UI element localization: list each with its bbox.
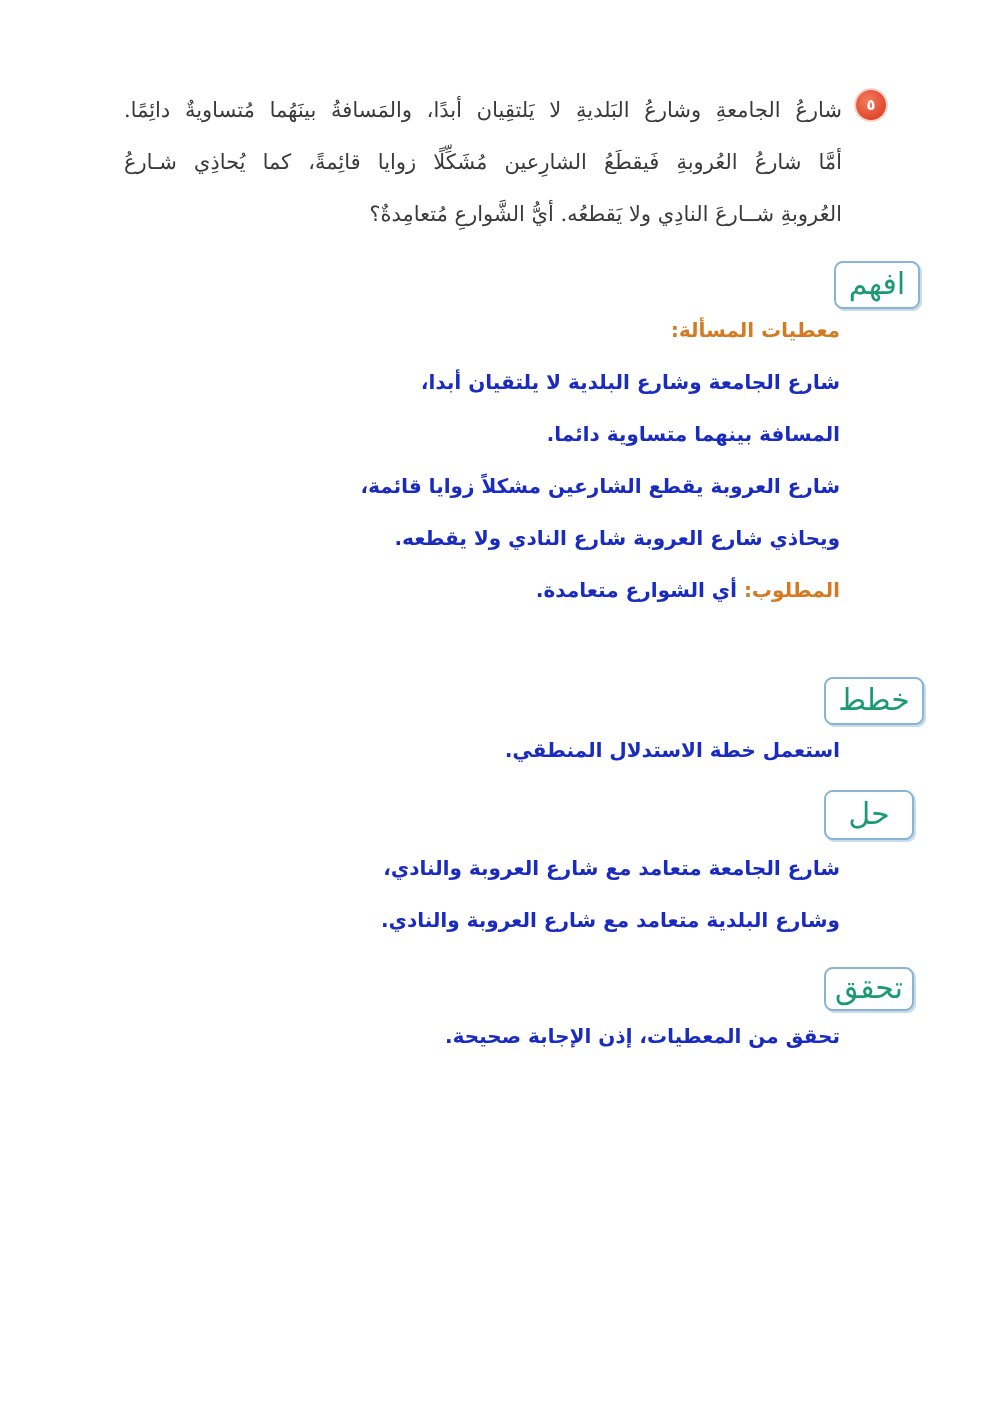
understand-label: افهم — [848, 267, 906, 302]
problem-line-1: شارعُ الجامعةِ وشارعُ البَلديةِ لا يَلتقِيان أبدًا، والمَسافةُ بينَهُما مُتساويةٌ دائِمًا. — [124, 98, 842, 122]
givens-title: معطيات المسألة: — [670, 318, 840, 342]
problem-line-2: أمَّا شارعُ العُروبةِ فَيقطَعُ الشارِعين مُشَكِّلًا زوايا قائِمةً، كما يُحاذِي شـارعُ — [124, 150, 842, 174]
problem-number-badge: ٥ — [856, 90, 886, 120]
check-label: تحقق — [835, 971, 903, 1006]
plan-text: استعمل خطة الاستدلال المنطقي. — [504, 738, 840, 762]
plan-label-box — [824, 677, 924, 725]
given-line-4: ويحاذي شارع العروبة شارع النادي ولا يقطعه. — [394, 526, 840, 550]
solve-line-2: وشارع البلدية متعامد مع شارع العروبة والنادي. — [381, 908, 840, 932]
plan-label: خطط — [838, 683, 910, 718]
required-text: أي الشوارع متعامدة. — [535, 578, 744, 602]
required-line — [536, 578, 840, 602]
given-line-2: المسافة بينهما متساوية دائما. — [546, 422, 840, 446]
solve-label-box — [824, 790, 914, 840]
given-line-3: شارع العروبة يقطع الشارعين مشكلاً زوايا قائمة، — [360, 474, 840, 498]
check-text: تحقق من المعطيات، إذن الإجابة صحيحة. — [445, 1024, 840, 1048]
check-label-box — [824, 967, 914, 1011]
problem-statement — [124, 84, 842, 240]
solve-line-1: شارع الجامعة متعامد مع شارع العروبة والنادي، — [383, 856, 840, 880]
solve-label: حل — [848, 797, 890, 832]
understand-label-box — [834, 261, 920, 309]
problem-line-3: العُروبةِ شــارعَ النادِي ولا يَقطعُه. أيُّ الشَّوارعِ مُتعامِدةٌ؟ — [369, 202, 842, 226]
given-line-1: شارع الجامعة وشارع البلدية لا يلتقيان أبدا، — [420, 370, 840, 394]
required-label: المطلوب: — [743, 578, 840, 602]
